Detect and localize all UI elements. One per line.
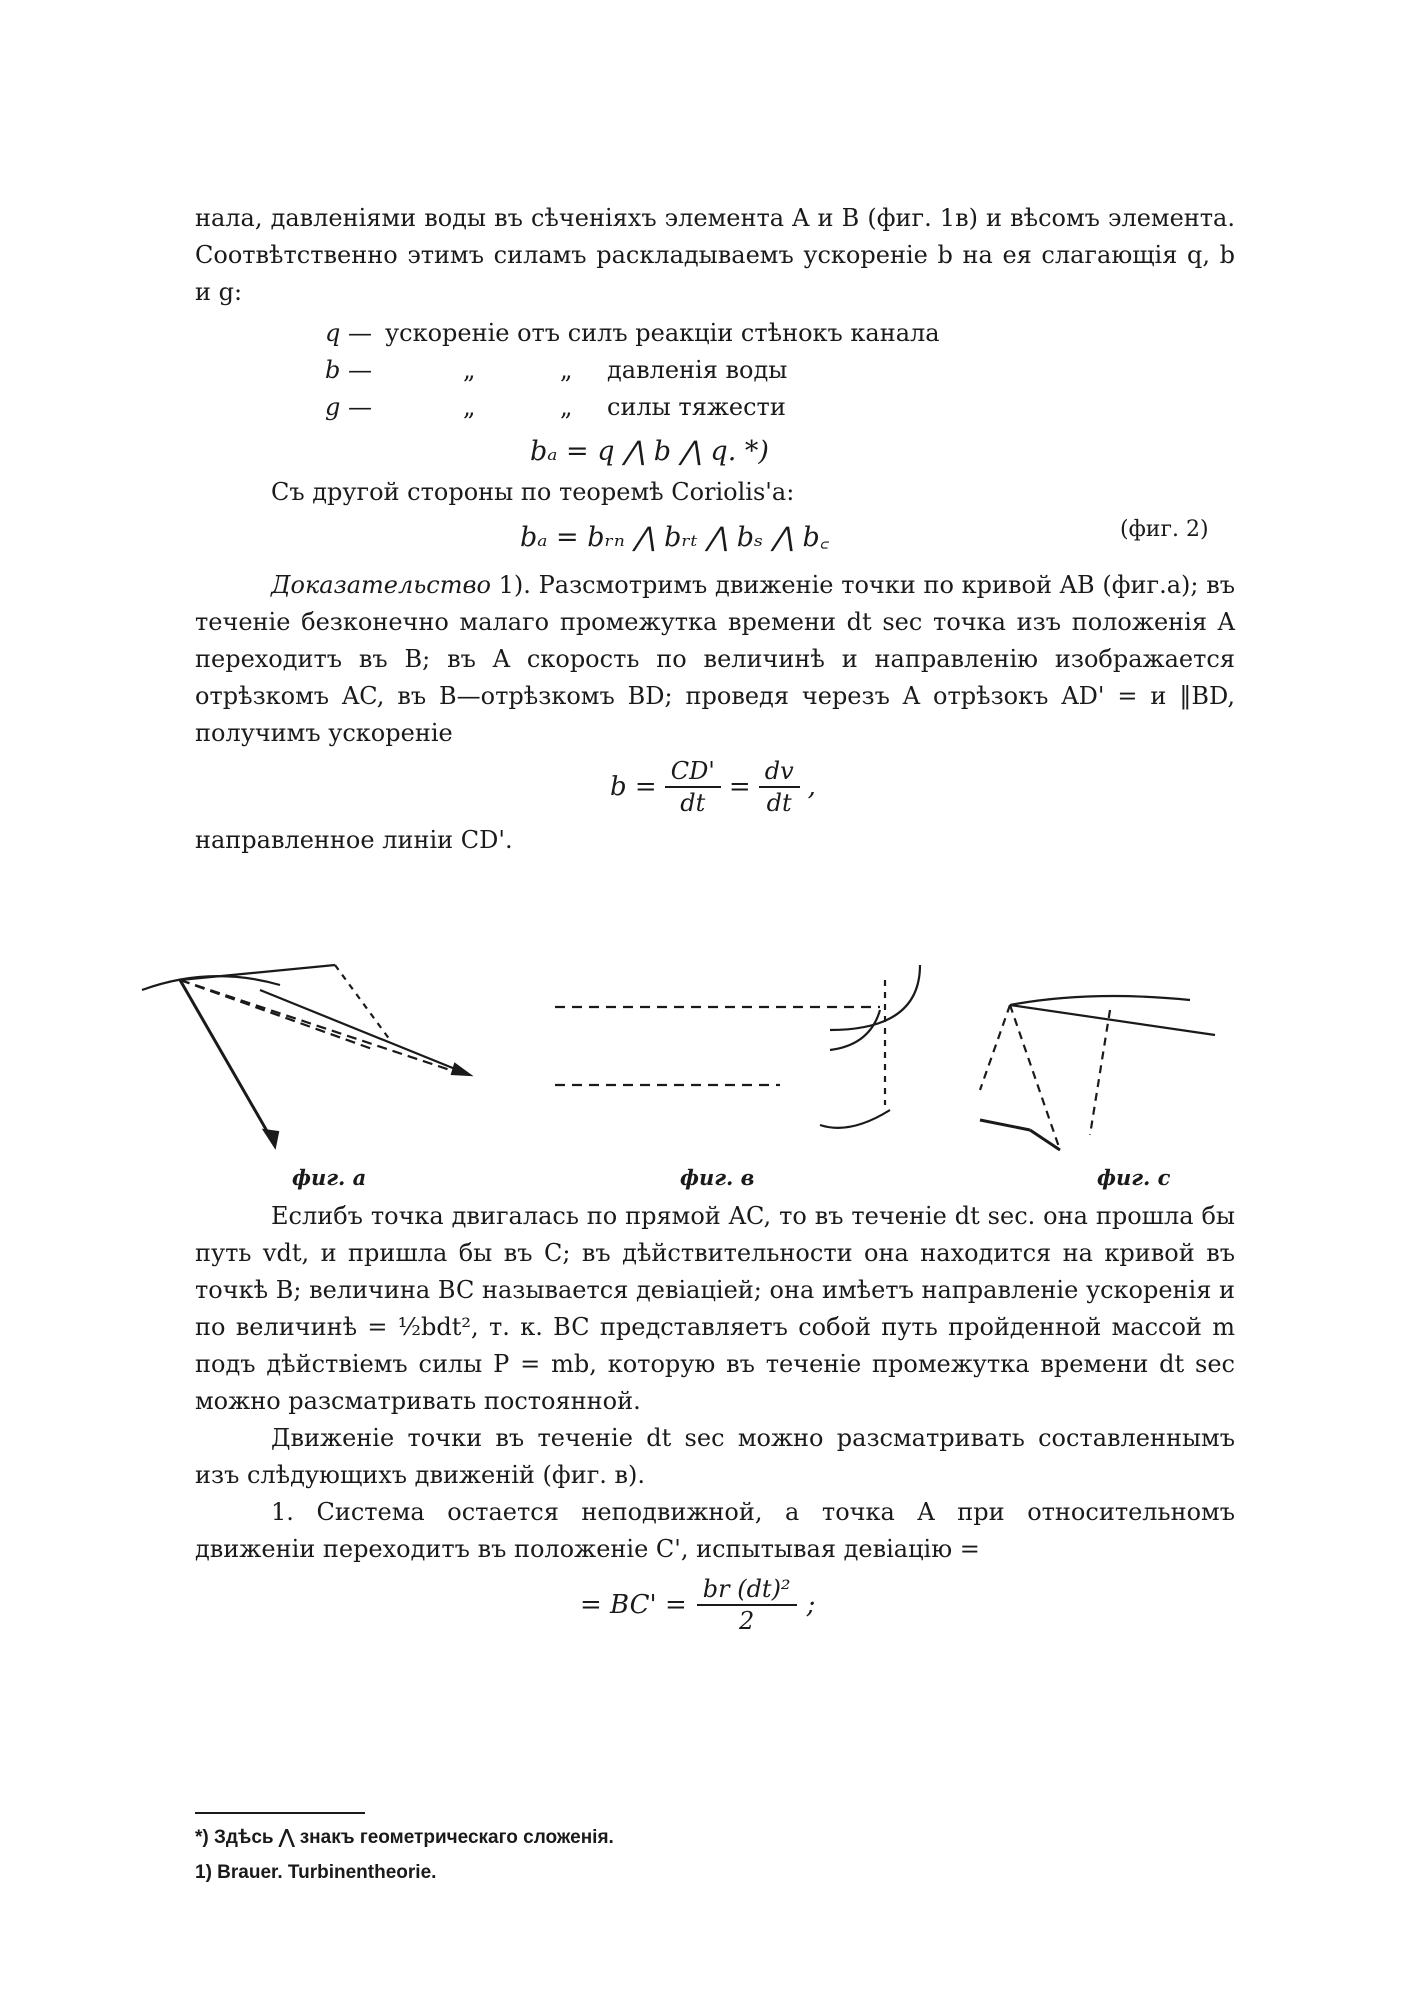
paragraph-4: направленное линіи CD'.	[195, 826, 513, 854]
definition-q: q — ускореніе отъ силъ реакціи стѣнокъ канала	[325, 319, 940, 347]
acceleration-arrow-fig-a	[180, 980, 275, 1145]
page-body-lower	[195, 1198, 1235, 1634]
paragraph-2: Съ другой стороны по теоремѣ Coriolis'a:	[271, 478, 795, 506]
figure-caption-a: фиг. a	[292, 1165, 367, 1190]
equation-4: = BC' = $\frac{\text{br (dt)²}}{2}$ ;	[580, 1575, 816, 1635]
footnote-2: 1) Brauer. Turbinentheorie.	[195, 1862, 437, 1883]
figure-caption-c: фиг. c	[1097, 1165, 1171, 1190]
figure-caption-b: фиг. в	[680, 1165, 755, 1190]
curve-ab-fig-a	[142, 976, 280, 990]
footnote-rule	[195, 1812, 365, 1814]
paragraph-5: Еслибъ точка двигалась по прямой AC, то въ теченіе dt sec. она прошла бы путь vdt, и пришла бы въ C; въ дѣйствительности она находится на кривой въ точкѣ B; величина BC называется девіаціей; она имѣетъ направленіе ускоренія и по величинѣ = ½bdt², т. к. BC представляетъ собой путь пройденной массой m подъ дѣйствіемъ силы P = mb, которую въ теченіе промежутка времени dt sec можно разсматривать постоянной.	[195, 1202, 1235, 1415]
page-body	[195, 200, 1235, 859]
paragraph-1: нала, давленіями воды въ сѣченіяхъ элемента A и B (фиг. 1в) и вѣсомъ элемента. Соотвѣтственно этимъ силамъ раскладываемъ ускореніе b на ея слагающія q, b и g:	[195, 204, 1235, 306]
proof-heading: Доказательство	[271, 571, 491, 599]
footnote-1: *) Здѣсь ⋀ знакъ геометрическаго сложенія.	[195, 1827, 614, 1848]
paragraph-3: Доказательство 1). Разсмотримъ движеніе точки по кривой AB (фиг.а); въ теченіе безконечно малаго промежутка времени dt sec точка изъ положенія A переходитъ въ B; въ A скорость по величинѣ и направленію изображается отрѣзкомъ AC, въ B—отрѣзкомъ BD; проведя черезъ A отрѣзокъ AD' = и ‖BD, получимъ ускореніе	[195, 571, 1235, 747]
figures	[130, 950, 1280, 1200]
paragraph-6: Движеніе точки въ теченіе dt sec можно разсматривать составленнымъ изъ слѣдующихъ движеній (фиг. в).	[195, 1424, 1235, 1489]
equation-3: b = $\frac{CD'}{dt}$ = $\frac{dv}{dt}$ ,	[610, 757, 816, 817]
equation-2-ref: (фиг. 2)	[1120, 517, 1209, 542]
definition-b: b — „ „ давленія воды	[325, 356, 788, 384]
equation-2: bₐ = bᵣₙ ⋀ bᵣₜ ⋀ bₛ ⋀ b꜀ (фиг. 2)	[520, 517, 1209, 553]
paragraph-7: 1. Система остается неподвижной, а точка A при относительномъ движеніи переходитъ въ положеніе C', испытывая девіацію =	[195, 1498, 1235, 1563]
definition-g: g — „ „ силы тяжести	[325, 393, 786, 421]
equation-1: bₐ = q ⋀ b ⋀ q. *)	[530, 436, 769, 467]
